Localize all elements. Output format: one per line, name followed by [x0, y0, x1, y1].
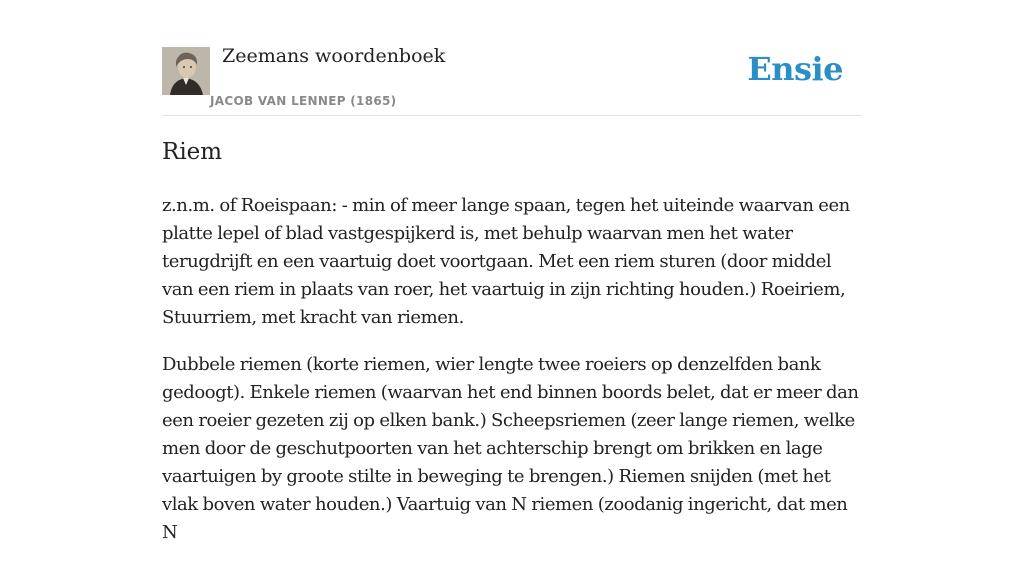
- author-portrait-icon[interactable]: [162, 47, 210, 95]
- ensie-logo[interactable]: Ensie: [747, 50, 843, 88]
- entry-paragraph: z.n.m. of Roeispaan: - min of meer lange spaan, tegen het uiteinde waarvan een platte lepel of blad vastgespijkerd is, met behulp waarvan men het water terugdrijft en een vaartuig doet voortgaan. Met een riem sturen (door middel van een riem in plaats van roer, het vaartuig in zijn richting houden.) Roeiriem, Stuurriem, met kracht van riemen.: [162, 195, 850, 328]
- entry-body: [162, 192, 862, 566]
- header: [162, 0, 862, 116]
- entry-paragraph: Dubbele riemen (korte riemen, wier lengte twee roeiers op denzelfden bank gedoogt). Enkele riemen (waarvan het end binnen boords belet, dat er meer dan een roeier gezeten zij op elken bank.) Scheepsriemen (zeer lange riemen, welke men door de geschutpoorten van het achterschip brengt om brikken en lage vaartuigen by groote stilte in beweging te brengen.) Riemen snijden (met het vlak boven water houden.) Vaartuig van N riemen (zoodanig ingericht, dat men N: [162, 354, 859, 543]
- entry-title: Riem: [162, 139, 223, 165]
- book-title-link[interactable]: Zeemans woordenboek: [222, 45, 446, 67]
- author-name: JACOB VAN LENNEP (1865): [210, 94, 397, 108]
